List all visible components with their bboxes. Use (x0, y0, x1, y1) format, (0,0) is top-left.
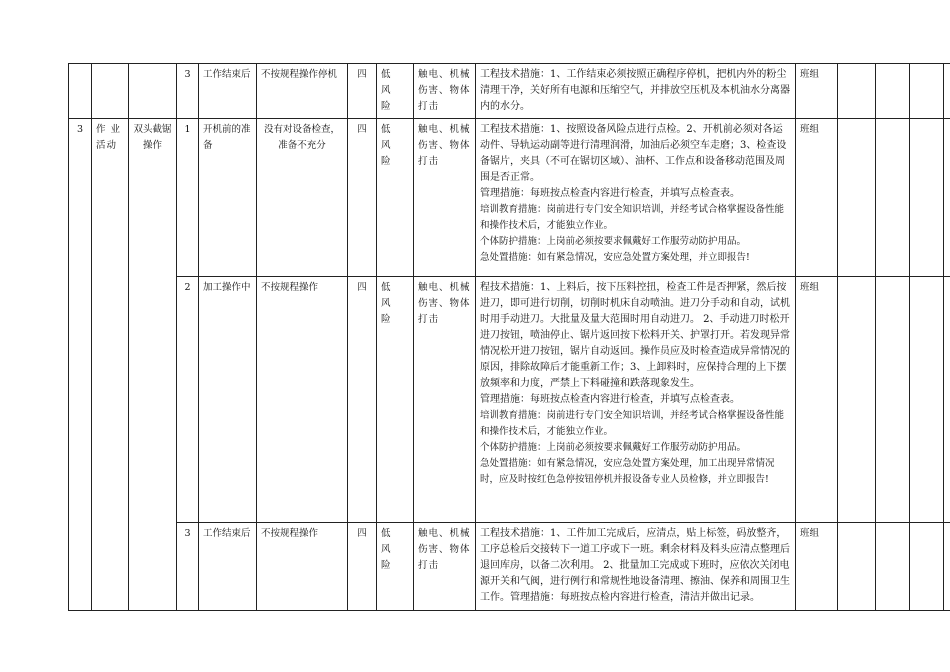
table-row (69, 523, 950, 611)
consequence-cell: 触电、机械伤害、物体打击 (414, 119, 476, 277)
level-cell: 四 (348, 119, 377, 277)
blank-cell (838, 119, 876, 277)
measure-line: 程技术措施：1、上料后，按下压料控扭，检查工件是否押紧，然后按进刀，即可进行切削，切削时机床自动喷油。进刀分手动和自动，试机时用手动进刀。大批量及量大范围时用自动进刀。 2、手动进刀时松开进刀按钮，喷油停止、锯片返回按下松料开关、护罩打开。若发现异常情况松开进刀按钮，锯片自动返回。操作员应及时检查造成异常情况的原因，排除故障后才能重新工作；3、上卸料时，应保持合理的上下摆放频率和力度，严禁上下料碰撞和跌落现象发生。 (480, 282, 790, 389)
measure-line: 急处置措施：如有紧急情况，安应急处置方案处理，加工出现异常情况时，应及时按红色急停按钮停机并报设备专业人员检修，并立即报告! (480, 458, 775, 485)
measure-line: 工程技术措施：1、工作结束必须按照正确程序停机，把机内外的粉尘清理干净，关好所有电源和压缩空气，并排放空压机及本机油水分离器内的水分。 (480, 69, 790, 112)
blank-cell (876, 64, 910, 119)
owner-cell: 班组 (796, 277, 838, 523)
risk-cell: 低 风险 (377, 64, 414, 119)
blank-cell (92, 64, 129, 119)
step-no: 2 (177, 277, 199, 523)
measure-line: 管理措施：每班按点检查内容进行检查，并填写点检查表。 (480, 188, 740, 199)
blank-cell (876, 523, 910, 611)
blank-cell (910, 64, 944, 119)
measures-cell (476, 277, 796, 523)
hazard-cell: 不按规程操作 (257, 277, 348, 523)
table-row (69, 277, 950, 523)
risk-control-table (68, 63, 950, 611)
risk-cell: 低 风险 (377, 119, 414, 277)
step-no: 3 (177, 523, 199, 611)
table-row (69, 119, 950, 277)
hazard-cell: 没有对设备检查，准备不充分 (257, 119, 348, 277)
blank-cell (838, 523, 876, 611)
measure-line: 急处置措施：如有紧急情况，安应急处置方案处理，并立即报告! (480, 252, 750, 263)
measure-line: 个体防护措施：上岗前必须按要求佩戴好工作服劳动防护用品。 (480, 236, 747, 247)
operation-name: 双头截锯操作 (129, 119, 177, 611)
measure-line: 工程技术措施：1、工件加工完成后，应清点，贴上标签，码放整齐，工序总检后交接转下一道工序或下一班。剩余材料及料头应清点整理后退回库房，以备二次利用。 2、批量加工完成或下班时，应依次关闭电源开关和气阀，进行例行和常规性地设备清理、擦油、保养和周围卫生工作。管理措施：每班按点检内容进行检查，清洁并做出记录。 (480, 528, 790, 603)
step-no: 3 (177, 64, 199, 119)
hazard-cell: 不按规程操作 (257, 523, 348, 611)
level-cell: 四 (348, 277, 377, 523)
owner-cell: 班组 (796, 119, 838, 277)
step-no: 1 (177, 119, 199, 277)
measures-cell (476, 64, 796, 119)
blank-cell (129, 64, 177, 119)
step-name: 加工操作中 (199, 277, 257, 523)
hazard-cell: 不按规程操作停机 (257, 64, 348, 119)
step-name: 工作结束后 (199, 523, 257, 611)
measures-cell (476, 119, 796, 277)
consequence-cell: 触电、机械伤害、物体打击 (414, 277, 476, 523)
measure-line: 工程技术措施：1、按照设备风险点进行点检。2、开机前必须对各运动件、导轨运动副等进行清理润滑，加油后必须空车走磨；3、检查设备锯片，夹具（不可在锯切区域）、油杯、工作点和设备移动范围及周围是否正常。 (480, 124, 787, 183)
blank-cell (69, 64, 92, 119)
owner-cell: 班组 (796, 523, 838, 611)
table-row (69, 64, 950, 119)
step-name: 开机前的准备 (199, 119, 257, 277)
blank-cell (944, 523, 950, 611)
risk-cell: 低 风险 (377, 523, 414, 611)
measure-line: 个体防护措施：上岗前必须按要求佩戴好工作服劳动防护用品。 (480, 442, 747, 453)
blank-cell (910, 523, 944, 611)
level-cell: 四 (348, 64, 377, 119)
blank-cell (838, 64, 876, 119)
blank-cell (838, 277, 876, 523)
section-index: 3 (69, 119, 92, 611)
measure-line: 培训教育措施：岗前进行专门安全知识培训，并经考试合格掌握设备性能和操作技术后，才能独立作业。 (480, 204, 785, 231)
level-cell: 四 (348, 523, 377, 611)
blank-cell (944, 64, 950, 119)
measure-line: 管理措施：每班按点检查内容进行检查，并填写点检查表。 (480, 394, 740, 405)
blank-cell (910, 277, 944, 523)
blank-cell (944, 119, 950, 277)
blank-cell (910, 119, 944, 277)
measure-line: 培训教育措施：岗前进行专门安全知识培训，并经考试合格掌握设备性能和操作技术后，才能独立作业。 (480, 410, 785, 437)
consequence-cell: 触电、机械伤害、物体打击 (414, 64, 476, 119)
risk-cell: 低 风险 (377, 277, 414, 523)
activity-type: 作 业 活动 (92, 119, 129, 611)
blank-cell (944, 277, 950, 523)
blank-cell (876, 277, 910, 523)
consequence-cell: 触电、机械伤害、物体打击 (414, 523, 476, 611)
blank-cell (876, 119, 910, 277)
step-name: 工作结束后 (199, 64, 257, 119)
owner-cell: 班组 (796, 64, 838, 119)
measures-cell (476, 523, 796, 611)
